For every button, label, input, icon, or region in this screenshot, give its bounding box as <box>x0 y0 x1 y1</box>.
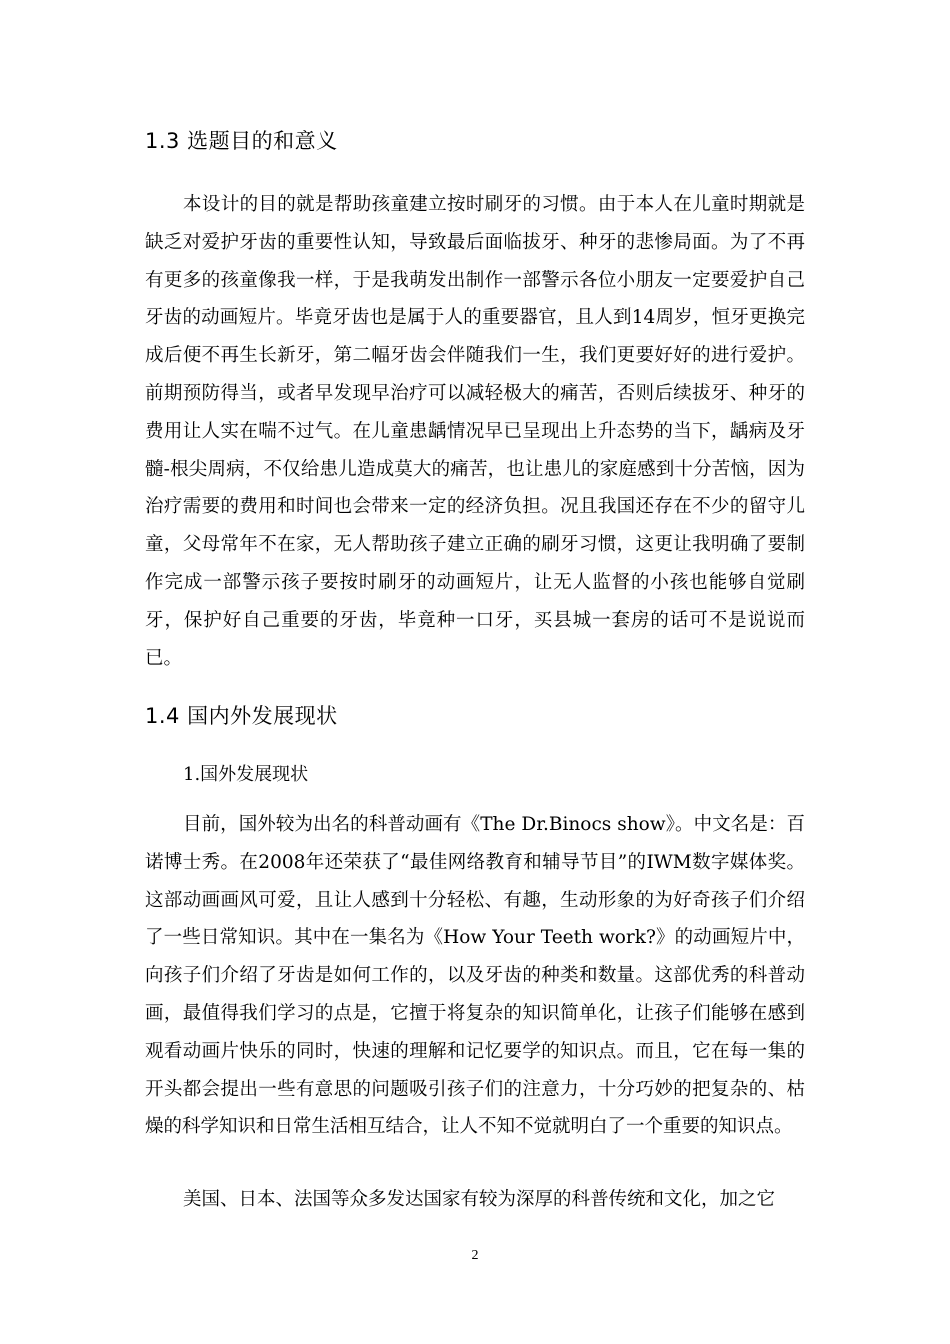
section-heading-1-4: 1.4 国内外发展现状 <box>145 704 338 728</box>
section-heading-1-3: 1.3 选题目的和意义 <box>145 129 338 153</box>
paragraph-foreign-status: 目前，国外较为出名的科普动画有《The Dr.Binocs show》。中文名是：百诺博士秀。在2008年还荣获了“最佳网络教育和辅导节目”的IWM数字媒体奖。这部动画画风可爱，且让人感到十分轻松、有趣，生动形象的为好奇孩子们介绍了一些日常知识。其中在一集名为《How Your Teeth work?》的动画短片中，向孩子们介绍了牙齿是如何工作的，以及牙齿的种类和数量。这部优秀的科普动画，最值得我们学习的点是，它擅于将复杂的知识简单化，让孩子们能够在感到观看动画片快乐的同时，快速的理解和记忆要学的知识点。而且，它在每一集的开头都会提出一些有意思的问题吸引孩子们的注意力，十分巧妙的把复杂的、枯燥的科学知识和日常生活相互结合，让人不知不觉就明白了一个重要的知识点。 <box>145 814 805 1138</box>
subsection-heading-foreign: 1.国外发展现状 <box>183 764 309 785</box>
paragraph-purpose: 本设计的目的就是帮助孩童建立按时刷牙的习惯。由于本人在儿童时期就是缺乏对爱护牙齿的重要性认知，导致最后面临拔牙、种牙的悲惨局面。为了不再有更多的孩童像我一样，于是我萌发出制作一部警示各位小朋友一定要爱护自己牙齿的动画短片。毕竟牙齿也是属于人的重要器官，且人到14周岁，恒牙更换完成后便不再生长新牙，第二幅牙齿会伴随我们一生，我们更要好好的进行爱护。前期预防得当，或者早发现早治疗可以减轻极大的痛苦，否则后续拔牙、种牙的费用让人实在喘不过气。在儿童患龋情况早已呈现出上升态势的当下，龋病及牙髓-根尖周病，不仅给患儿造成莫大的痛苦，也让患儿的家庭感到十分苦恼，因为治疗需要的费用和时间也会带来一定的经济负担。况且我国还存在不少的留守儿童，父母常年不在家，无人帮助孩子建立正确的刷牙习惯，这更让我明确了要制作完成一部警示孩子要按时刷牙的动画短片，让无人监督的小孩也能够自觉刷牙，保护好自己重要的牙齿，毕竟种一口牙，买县城一套房的话可不是说说而已。 <box>145 194 805 669</box>
page-number: 2 <box>471 1248 479 1263</box>
paragraph-developed-countries: 美国、日本、法国等众多发达国家有较为深厚的科普传统和文化，加之它 <box>183 1189 776 1210</box>
